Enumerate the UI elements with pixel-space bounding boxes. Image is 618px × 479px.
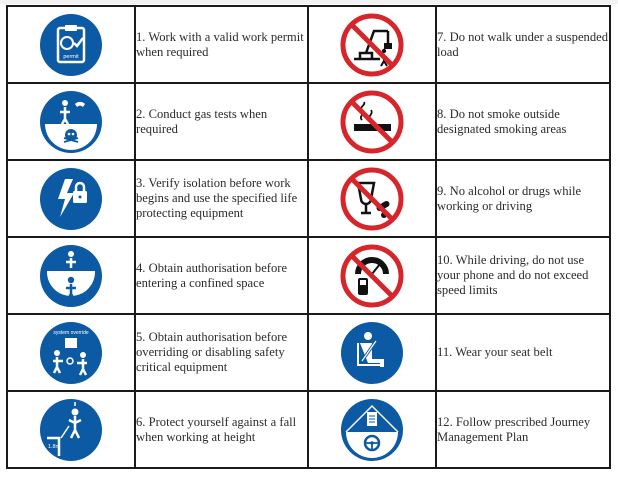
- rule-2-icon-cell: [7, 83, 135, 160]
- rule-4-icon-cell: [7, 237, 135, 314]
- table-row: [7, 6, 610, 83]
- rule-1-icon-cell: [7, 6, 135, 83]
- rule-7-text: 7. Do not walk under a suspended load: [436, 6, 610, 83]
- rule-2-text: 2. Conduct gas tests when required: [135, 83, 308, 160]
- height-badge-text: 1.8m: [47, 443, 61, 450]
- rule-3-icon-cell: [7, 160, 135, 237]
- rule-12-icon-cell: [308, 391, 436, 468]
- rule-8-text: 8. Do not smoke outside designated smoking areas: [436, 83, 610, 160]
- rule-8-icon-cell: [308, 83, 436, 160]
- rule-1-text: 1. Work with a valid work permit when required: [135, 6, 308, 83]
- rule-3-text: 3. Verify isolation before work begins and use the specified life protecting equipment: [135, 160, 308, 237]
- rule-4-text: 4. Obtain authorisation before entering a confined space: [135, 237, 308, 314]
- rule-9-icon-cell: [308, 160, 436, 237]
- gas-test-icon: [39, 90, 103, 154]
- seat-belt-icon: [340, 321, 404, 385]
- journey-management-icon: [340, 398, 404, 462]
- permit-badge-text: permit: [63, 53, 79, 60]
- rule-6-text: 6. Protect yourself against a fall when working at height: [135, 391, 308, 468]
- isolation-lock-icon: [39, 167, 103, 231]
- rule-10-text: 10. While driving, do not use your phone and do not exceed speed limits: [436, 237, 610, 314]
- table-row: [7, 391, 610, 468]
- rule-5-icon-cell: [7, 314, 135, 391]
- rule-12-text: 12. Follow prescribed Journey Management Plan: [436, 391, 610, 468]
- rule-7-icon-cell: [308, 6, 436, 83]
- table-row: [7, 314, 610, 391]
- rule-6-icon-cell: [7, 391, 135, 468]
- no-walk-under-load-icon: [340, 13, 404, 77]
- confined-space-icon: [39, 244, 103, 308]
- system-override-badge-text: system override: [53, 329, 89, 336]
- system-override-icon: [39, 321, 103, 385]
- rule-9-text: 9. No alcohol or drugs while working or driving: [436, 160, 610, 237]
- top-edge: [0, 0, 618, 4]
- table-row: [7, 83, 610, 160]
- fall-protection-icon: [39, 398, 103, 462]
- work-permit-icon: [39, 13, 103, 77]
- life-saving-rules-table: [6, 5, 611, 469]
- rule-5-text: 5. Obtain authorisation before overriding or disabling safety critical equipment: [135, 314, 308, 391]
- no-alcohol-drugs-icon: [340, 167, 404, 231]
- rule-11-text: 11. Wear your seat belt: [436, 314, 610, 391]
- rule-11-icon-cell: [308, 314, 436, 391]
- table-row: [7, 160, 610, 237]
- table-row: [7, 237, 610, 314]
- no-smoking-icon: [340, 90, 404, 154]
- rule-10-icon-cell: [308, 237, 436, 314]
- no-phone-speeding-icon: [340, 244, 404, 308]
